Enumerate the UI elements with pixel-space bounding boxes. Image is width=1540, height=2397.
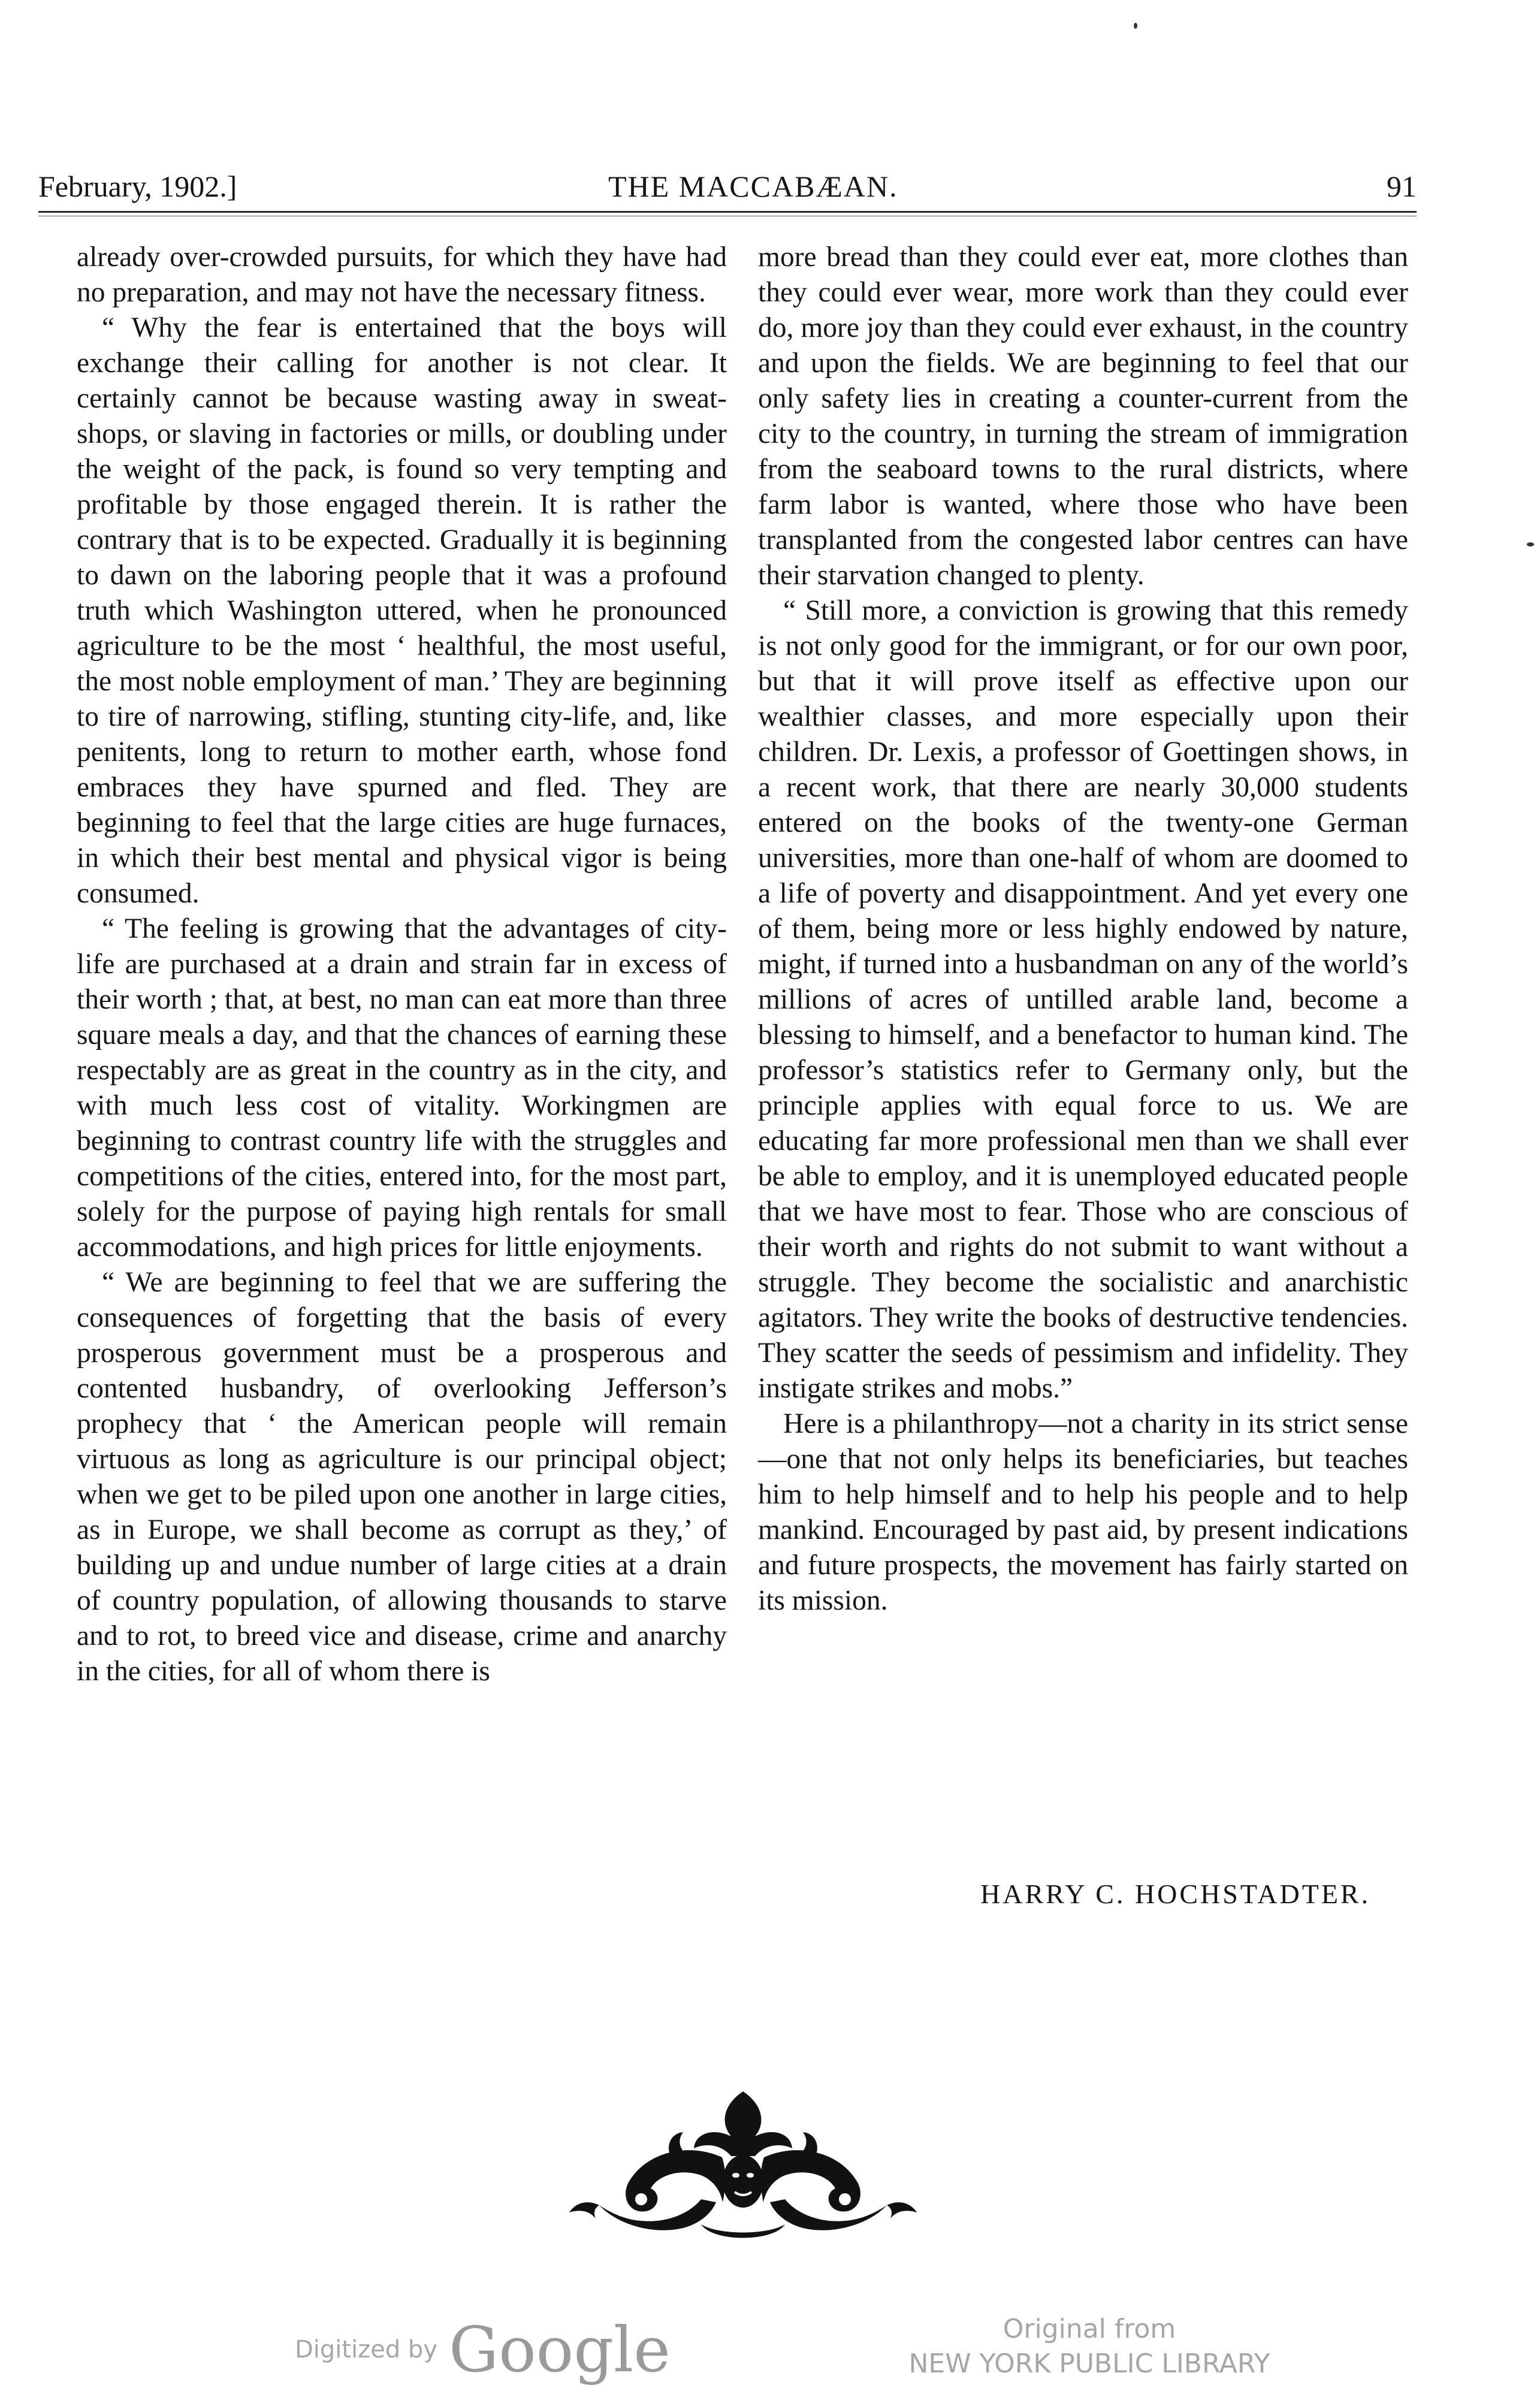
decorative-ornament-icon [551, 2085, 935, 2247]
google-logo: Google [449, 2313, 671, 2386]
header-journal-title: THE MACCABÆAN. [608, 170, 898, 203]
header-date: February, 1902.] [38, 170, 237, 203]
paragraph: “ We are beginning to feel that we are suffering the consequences of forgetting that the basis of every prosperous government must be a prosperous and contented husbandry, of overlooking Jefferson’s prophecy that ‘ the American people will remain virtuous as long as agriculture is our principal object; when we get to be piled upon one another in large cities, as in Europe, we shall become as corrupt as they,’ of building up and undue number of large cities at a drain of country population, of allowing thousands to starve and to rot, to breed vice and disease, crime and anarchy in the cities, for all of whom there is [77, 1267, 727, 1687]
paragraph: “ Still more, a conviction is growing that this remedy is not only good for the immigrant, or for our own poor, but that it will prove itself as effective upon our wealthier classes, and more especially upon their children. Dr. Lexis, a professor of Goettingen shows, in a recent work, that there are nearly 30,000 students entered on the books of the twenty-one German universities, more than one-half of whom are doomed to a life of poverty and disappointment. And yet every one of them, being more or less highly endowed by nature, might, if turned into a husbandman on any of the world’s millions of acres of untilled arable land, become a blessing to himself, and a benefactor to human kind. The professor’s statistics refer to Germany only, but the principle applies with equal force to us. We are educating far more professional men than we shall ever be able to employ, and it is unemployed educated people that we have most to fear. Those who are conscious of their worth and rights do not submit to want without a struggle. They become the socialistic and anarchistic agitators. They write the books of destructive tendencies. They scatter the seeds of pessimism and infidelity. They instigate strikes and mobs.” [758, 595, 1408, 1404]
paragraph: Here is a philanthropy—not a charity in its strict sense—one that not only helps its beneficiaries, but teaches him to help himself and to help his people and to help mankind. Encouraged by past aid, by present indications and future prospects, the movement has fairly started on its mission. [758, 1408, 1408, 1616]
header-rule [38, 211, 1417, 213]
paragraph: “ The feeling is growing that the advantages of city-life are purchased at a drain and strain far in excess of their worth ; that, at best, no man can eat more than three square meals a day, and that the chances of earning these respectably are as great in the country as in the city, and with much less cost of vitality. Workingmen are beginning to contrast country life with the struggles and competitions of the cities, entered into, for the most part, solely for the purpose of paying high rentals for small accommodations, and high prices for little enjoyments. [77, 913, 727, 1263]
digitized-by-label: Digitized by [295, 2336, 437, 2363]
original-from-label: Original from [1002, 2314, 1176, 2344]
running-header [38, 169, 1417, 206]
page-number: 91 [1387, 170, 1417, 203]
digitized-by-watermark [295, 2313, 671, 2386]
right-column [758, 240, 1408, 1619]
paragraph: “ Why the fear is entertained that the boys will exchange their calling for another is not clear. It certainly cannot be because wasting away in sweat-shops, or slaving in factories or mills, or doubling under the weight of the pack, is found so very tempting and profitable by those engaged therein. It is rather the contrary that is to be expected. Gradually it is beginning to dawn on the laboring people that it was a profound truth which Washington uttered, when he pronounced agriculture to be the most ‘ healthful, the most useful, the most noble employment of man.’ They are beginning to tire of narrowing, stifling, stunting city-life, and, like penitents, long to return to mother earth, whose fond embraces they have spurned and fled. They are beginning to feel that the large cities are huge furnaces, in which their best mental and physical vigor is being consumed. [77, 312, 727, 909]
ink-speck [1527, 542, 1534, 547]
paragraph: already over-crowded pursuits, for which they have had no preparation, and may not have the necessary fitness. [77, 241, 727, 308]
ink-speck [1134, 23, 1137, 29]
left-column [77, 240, 727, 1689]
library-name: NEW YORK PUBLIC LIBRARY [908, 2348, 1270, 2379]
paragraph: more bread than they could ever eat, more clothes than they could ever wear, more work than they could ever do, more joy than they could ever exhaust, in the country and upon the fields. We are beginning to feel that our only safety lies in creating a counter-current from the city to the country, in turning the stream of immigration from the seaboard towns to the rural districts, where farm labor is wanted, where those who have been transplanted from the congested labor centres can have their starvation changed to plenty. [758, 241, 1408, 591]
library-watermark [898, 2312, 1281, 2381]
author-signature: HARRY C. HOCHSTADTER. [980, 1879, 1371, 1909]
